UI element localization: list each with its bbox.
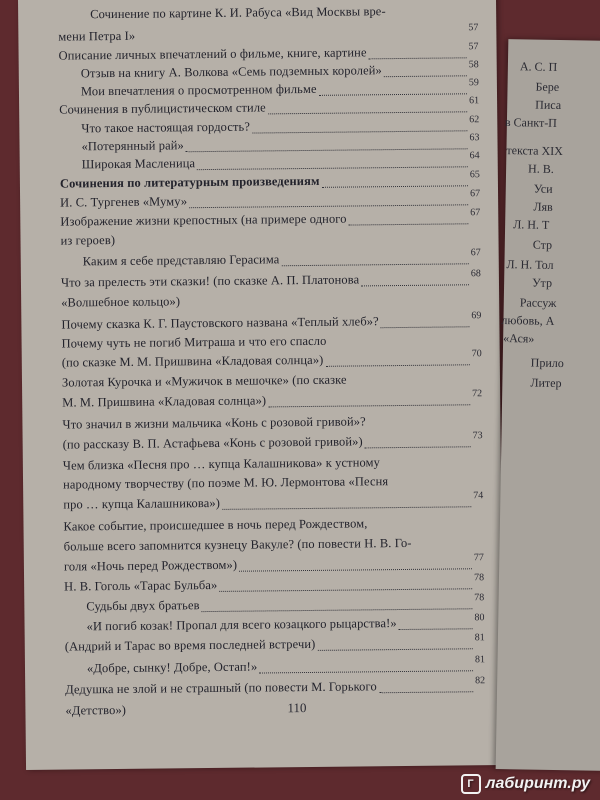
toc-entry-text: «Волшебное кольцо») xyxy=(61,294,181,310)
toc-entry-text: «Детство») xyxy=(65,702,127,718)
toc-entry-text: Мои впечатления о просмотренном фильме xyxy=(80,81,317,99)
toc-entry-text: Какое событие, происшедшее в ночь перед Рождеством, xyxy=(63,516,368,534)
toc-entry-text: голя «Ночь перед Рождеством») xyxy=(63,557,238,574)
leader-dots xyxy=(322,185,468,188)
toc-entry-page: 57 xyxy=(468,22,479,34)
right-page-fragment: Утр xyxy=(532,275,553,290)
leader-dots xyxy=(259,670,473,673)
leader-dots xyxy=(399,628,473,630)
right-page-fragment: Н. В. xyxy=(528,161,554,176)
toc-entry-page: 61 xyxy=(469,95,480,107)
right-page-fragment: Ляв xyxy=(533,199,553,214)
toc-entry-page: 70 xyxy=(471,348,482,360)
leader-dots xyxy=(361,284,469,286)
toc-entry-page: 81 xyxy=(474,632,485,644)
toc-entry-page: 78 xyxy=(474,572,485,584)
leader-dots xyxy=(222,506,471,510)
toc-entry-page: 72 xyxy=(472,388,483,400)
left-page xyxy=(18,0,504,770)
toc-entry-text: мени Петра I» xyxy=(58,28,136,44)
leader-dots xyxy=(186,148,468,152)
leader-dots xyxy=(369,57,467,59)
toc-entry-page: 74 xyxy=(473,490,484,502)
right-page-fragment: Бере xyxy=(535,79,560,94)
leader-dots xyxy=(326,364,470,367)
toc-entry-text: «Потерянный рай» xyxy=(81,138,184,154)
leader-dots xyxy=(384,75,467,77)
toc-entry-text: больше всего запомнится кузнецу Вакуле? (по повести Н. В. Го- xyxy=(63,535,412,554)
toc-entry-text: (Андрий и Тарас во время последней встречи) xyxy=(64,636,316,654)
right-page-fragment: Л. Н. Тол xyxy=(506,257,554,272)
right-page-fragment: Л. Н. Т xyxy=(513,217,550,232)
toc-entry-text: Каким я себе представляю Герасима xyxy=(82,252,280,269)
toc-entry-text: Дедушка не злой и не страшный (по повести М. Горького xyxy=(65,679,377,697)
page-number: 110 xyxy=(287,700,307,716)
toc-entry-text: Золотая Курочка и «Мужичок в мешочке» (по сказке xyxy=(61,372,347,390)
right-page-fragment: Прило xyxy=(530,355,564,371)
toc-entry-text: «Добре, сынку! Добре, Остап!» xyxy=(86,659,258,676)
toc-entry-text: Что значил в жизни мальчика «Конь с розовой гривой»? xyxy=(62,414,366,432)
leader-dots xyxy=(380,326,469,328)
leader-dots xyxy=(268,404,470,407)
toc-entry-text: Н. В. Гоголь «Тарас Бульба» xyxy=(64,577,218,594)
leader-dots xyxy=(201,608,472,612)
toc-entry-page: 58 xyxy=(468,59,479,71)
toc-entry-page: 81 xyxy=(474,654,485,666)
leader-dots xyxy=(365,446,471,448)
toc-entry-page: 78 xyxy=(474,592,485,604)
toc-entry-page: 59 xyxy=(468,77,479,89)
toc-entry-text: Сочинения по литературным произведениям xyxy=(59,173,320,191)
right-page-fragment: Уси xyxy=(533,181,553,196)
watermark xyxy=(461,774,590,794)
right-page xyxy=(496,39,600,771)
toc-entry-text: про … купца Калашникова») xyxy=(63,495,221,512)
toc-entry-page: 73 xyxy=(472,430,483,442)
toc-entries xyxy=(18,0,504,770)
right-page-fragment: текста XIX xyxy=(506,143,564,159)
watermark-text: лабиринт.ру xyxy=(485,775,590,792)
toc-entry-page: 67 xyxy=(470,247,481,259)
toc-entry-page: 64 xyxy=(469,150,480,162)
leader-dots xyxy=(197,166,468,170)
leader-dots xyxy=(189,204,468,208)
toc-entry-text: Судьбы двух братьев xyxy=(86,598,200,614)
right-page-fragment: Рассуж xyxy=(519,295,557,310)
toc-entry-text: Почему сказка К. Г. Паустовского названа «Теплый хлеб»? xyxy=(61,314,379,332)
right-page-fragment: Стр xyxy=(532,237,553,252)
toc-entry-text: из героев) xyxy=(60,232,116,248)
toc-entry-text: Сочинения в публицистическом стиле xyxy=(59,100,266,117)
toc-entry-text: Отзыв на книгу А. Волкова «Семь подземных королей» xyxy=(80,63,382,81)
leader-dots xyxy=(268,111,467,114)
right-page-fragment: любовь, А xyxy=(501,313,555,328)
right-page-fragment: «Ася» xyxy=(503,331,535,346)
toc-entry-text: Описание личных впечатлений о фильме, книге, картине xyxy=(58,45,367,63)
leader-dots xyxy=(348,223,468,225)
right-page-fragment: Литер xyxy=(530,375,562,391)
toc-entry-page: 82 xyxy=(475,675,486,687)
toc-entry-text: народному творчеству (по поэме М. Ю. Лермонтова «Песня xyxy=(63,474,389,492)
toc-entry-text: Что за прелесть эти сказки! (по сказке А. П. Платонова xyxy=(60,272,360,290)
toc-entry-page: 62 xyxy=(469,114,480,126)
toc-entry-text: (по сказке М. М. Пришвина «Кладовая солнца») xyxy=(61,352,324,370)
toc-entry-page: 65 xyxy=(469,169,480,181)
toc-entry-page: 68 xyxy=(470,268,481,280)
toc-entry-page: 77 xyxy=(473,552,484,564)
toc-entry-page: 67 xyxy=(469,188,481,200)
toc-entry-text: Изображение жизни крепостных (на примере одного xyxy=(60,211,347,229)
toc-entry-text: Чем близка «Песня про … купца Калашникова» к устному xyxy=(62,455,380,473)
leader-dots xyxy=(219,588,472,592)
right-page-fragment: Писа xyxy=(535,97,562,113)
leader-dots xyxy=(282,263,469,266)
toc-entry-page: 57 xyxy=(468,41,479,53)
leader-dots xyxy=(379,691,473,693)
leader-dots xyxy=(318,648,473,651)
toc-entry-text: Сочинение по картине К. И. Рабуса «Вид Москвы вре- xyxy=(90,4,386,22)
leader-dots xyxy=(319,93,467,96)
right-page-fragment: в Санкт-П xyxy=(504,115,558,130)
leader-dots xyxy=(252,130,467,133)
toc-entry-page: 67 xyxy=(470,207,481,219)
toc-entry-text: «И погиб козак! Пропал для всего козацкого рыцарства!» xyxy=(86,616,397,634)
toc-entry-text: М. М. Пришвина «Кладовая солнца») xyxy=(62,393,267,410)
leader-dots xyxy=(239,568,472,571)
toc-entry-text: Почему чуть не погиб Митраша и что его спасло xyxy=(61,333,327,351)
toc-entry-page: 63 xyxy=(469,132,480,144)
toc-entry-text: И. С. Тургенев «Муму» xyxy=(60,194,188,210)
toc-entry-text: Широкая Масленица xyxy=(81,156,196,172)
right-page-fragment: А. С. П xyxy=(519,59,558,74)
labirint-logo-icon: Г xyxy=(461,774,481,794)
toc-entry-text: (по рассказу В. П. Астафьева «Конь с розовой гривой») xyxy=(62,434,363,452)
toc-entry-page: 80 xyxy=(474,612,485,624)
toc-entry-text: Что такое настоящая гордость? xyxy=(81,119,251,136)
toc-entry-page: 69 xyxy=(471,310,482,322)
